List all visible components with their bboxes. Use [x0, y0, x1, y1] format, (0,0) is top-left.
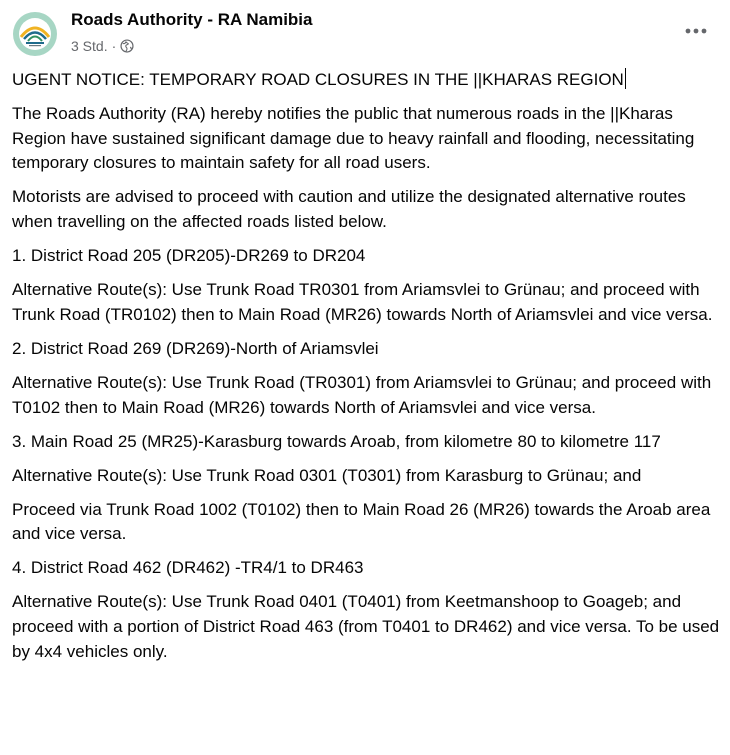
roads-authority-logo-icon — [11, 10, 59, 58]
road-item-2: 2. District Road 269 (DR269)-North of Ariamsvlei — [12, 338, 379, 358]
post-title-text: UGENT NOTICE: TEMPORARY ROAD CLOSURES IN THE ||KHARAS REGION — [12, 70, 624, 89]
road-item-4: 4. District Road 462 (DR462) -TR4/1 to DR463 — [12, 558, 364, 578]
post-paragraph-advice: Motorists are advised to proceed with caution and utilize the designated alternative routes when travelling on the affected roads listed below. — [12, 187, 686, 232]
page-avatar[interactable] — [11, 10, 59, 58]
alternative-route-1: Alternative Route(s): Use Trunk Road TR0301 from Ariamsvlei to Grünau; and proceed with Trunk Road (TR0102) then to Main Road (MR26) towards North of Ariamsvlei and vice versa. — [12, 280, 713, 324]
alternative-route-3: Alternative Route(s): Use Trunk Road 0301 (T0301) from Karasburg to Grünau; and — [12, 465, 642, 485]
post-timestamp[interactable]: 3 Std. — [71, 38, 108, 54]
alternative-route-2: Alternative Route(s): Use Trunk Road (TR0301) from Ariamsvlei to Grünau; and proceed with T0102 then to Main Road (MR26) towards North of Ariamsvlei and vice versa. — [12, 372, 712, 417]
alternative-route-3-continued: Proceed via Trunk Road 1002 (T0102) then to Main Road 26 (MR26) towards the Aroab area and vice versa. — [12, 499, 711, 544]
more-horizontal-icon — [684, 27, 708, 35]
post-message — [12, 68, 724, 674]
meta-separator: · — [111, 38, 117, 54]
post-meta — [71, 36, 134, 56]
text-cursor — [625, 68, 626, 89]
globe-icon[interactable] — [120, 39, 134, 53]
more-options-button[interactable] — [676, 13, 716, 49]
page-name-link[interactable]: Roads Authority - RA Namibia — [71, 10, 313, 29]
post-paragraph-intro: The Roads Authority (RA) hereby notifies the public that numerous roads in the ||Kharas Region have sustained significant damage due to heavy rainfall and flooding, necessitating temporary closures to maintain safety for all road users. — [12, 104, 695, 173]
alternative-route-4: Alternative Route(s): Use Trunk Road 0401 (T0401) from Keetmanshoop to Goageb; and proceed with a portion of District Road 463 (from T0401 to DR462) and vice versa. To be used by 4x4 vehicles only. — [12, 592, 720, 661]
post-title — [12, 68, 724, 93]
road-item-1: 1. District Road 205 (DR205)-DR269 to DR204 — [12, 246, 366, 266]
road-item-3: 3. Main Road 25 (MR25)-Karasburg towards Aroab, from kilometre 80 to kilometre 117 — [12, 431, 661, 451]
post-header — [0, 0, 730, 62]
